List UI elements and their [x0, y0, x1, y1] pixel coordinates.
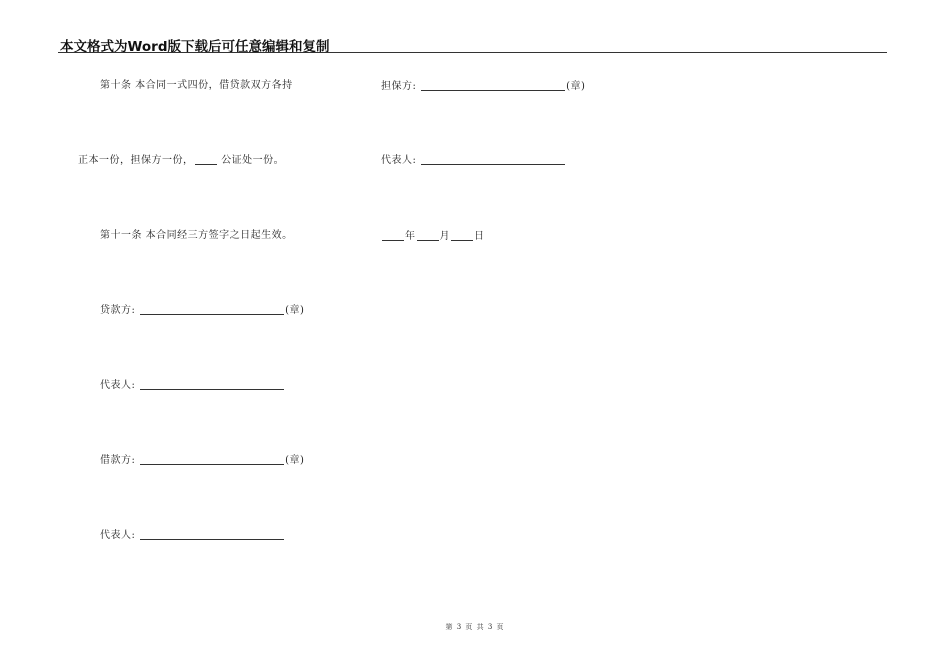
blank-copies-underline	[195, 154, 217, 165]
date-year-label: 年	[405, 231, 416, 242]
guarantor-signature-line	[381, 80, 585, 93]
page-number-footer: 第 3 页 共 3 页	[445, 623, 505, 631]
date-day-label: 日	[474, 231, 485, 242]
guarantor-label: 担保方:	[381, 81, 417, 92]
guarantor-signature-underline	[421, 80, 565, 91]
clause-11: 第十一条 本合同经三方签字之日起生效。	[100, 230, 293, 241]
borrower-signature-underline	[140, 454, 284, 465]
borrower-representative-line	[100, 529, 285, 542]
lender-seal: (章)	[285, 305, 305, 316]
borrower-seal: (章)	[285, 455, 305, 466]
lender-label: 贷款方:	[100, 305, 136, 316]
lender-signature-line	[100, 304, 304, 317]
guarantor-representative-line	[381, 154, 566, 167]
document-header-title: 本文格式为Word版下载后可任意编辑和复制	[60, 39, 330, 55]
clause-10-line-2	[78, 154, 284, 167]
clause-10-line-2-end: 公证处一份。	[221, 155, 285, 166]
lender-representative-line	[100, 379, 285, 392]
year-underline	[382, 230, 404, 241]
clause-10-line-1: 第十条 本合同一式四份，借贷款双方各持	[100, 80, 293, 91]
date-month-label: 月	[439, 231, 450, 242]
month-underline	[417, 230, 439, 241]
lender-rep-underline	[140, 379, 284, 390]
guarantor-rep-label: 代表人:	[381, 155, 417, 166]
borrower-signature-line	[100, 454, 304, 467]
borrower-rep-underline	[140, 529, 284, 540]
guarantor-rep-underline	[421, 154, 565, 165]
signing-date-line	[381, 230, 485, 243]
lender-signature-underline	[140, 304, 284, 315]
borrower-label: 借款方:	[100, 455, 136, 466]
lender-rep-label: 代表人:	[100, 380, 136, 391]
header-divider	[58, 52, 887, 53]
clause-10-line-2-start: 正本一份，担保方一份，	[78, 155, 194, 166]
guarantor-seal: (章)	[566, 81, 586, 92]
borrower-rep-label: 代表人:	[100, 530, 136, 541]
day-underline	[451, 230, 473, 241]
